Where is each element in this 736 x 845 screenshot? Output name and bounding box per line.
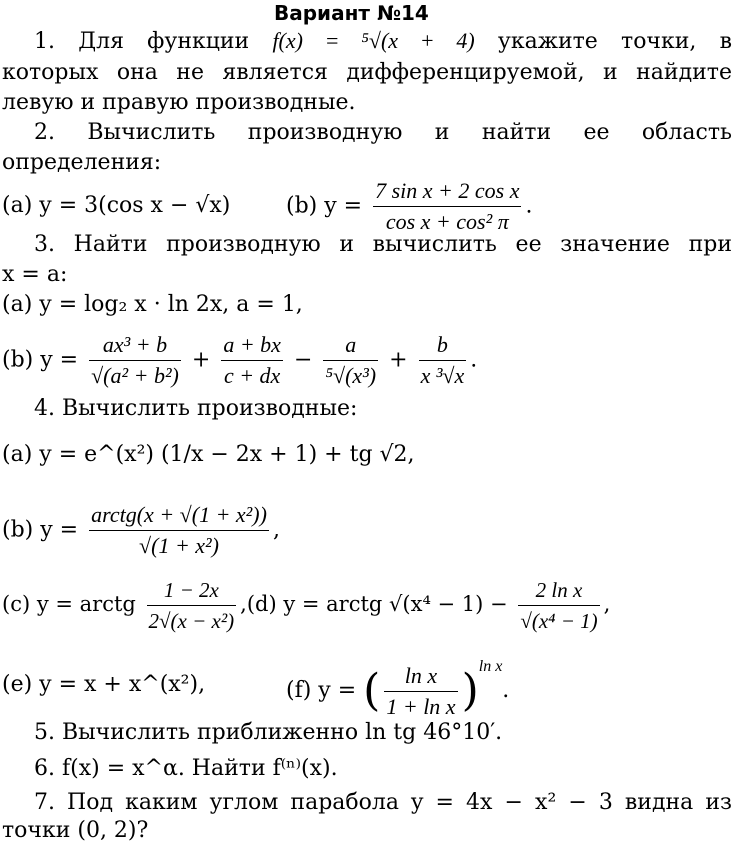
fraction-numerator: a + bx bbox=[221, 330, 283, 361]
left-paren: ( bbox=[363, 665, 381, 716]
fraction-denominator: x ³√x bbox=[420, 363, 465, 388]
problem-4-f bbox=[286, 652, 509, 722]
problem-3-b-end: . bbox=[470, 347, 478, 373]
problem-7-line-1: 7. Под каким углом парабола y = 4x − x² − 3 видна из bbox=[34, 790, 732, 815]
problem-4-f-end: . bbox=[502, 678, 510, 703]
problem-4-f-exponent: ln x bbox=[478, 658, 503, 675]
problem-4-c-d bbox=[2, 575, 610, 636]
problem-1-intro: 1. Для функции bbox=[34, 29, 250, 54]
fraction-numerator: 1 − 2x bbox=[147, 575, 237, 606]
fraction-numerator: b bbox=[419, 330, 467, 361]
problem-5: 5. Вычислить приближенно ln tg 46°10′. bbox=[34, 720, 503, 745]
problem-3-b-label: (b) y = bbox=[2, 347, 79, 373]
fraction-numerator: arctg(x + √(1 + x²)) bbox=[89, 500, 269, 531]
fraction-numerator: ln x bbox=[384, 661, 457, 692]
fraction-numerator: 7 sin x + 2 cos x bbox=[373, 176, 521, 207]
problem-6: 6. f(x) = x^α. Найти f⁽ⁿ⁾(x). bbox=[34, 756, 338, 781]
problem-2-a: (a) y = 3(cos x − √x) bbox=[2, 193, 231, 218]
problem-3-a: (a) y = log₂ x · ln 2x, a = 1, bbox=[2, 292, 303, 317]
problem-4-b bbox=[2, 500, 280, 561]
page-title: Вариант №14 bbox=[274, 1, 429, 25]
fraction-denominator: √(a² + b²) bbox=[91, 363, 179, 388]
problem-2-line-1: 2. Вычислить производную и найти ее область bbox=[34, 120, 732, 145]
problem-4-f-fraction bbox=[384, 661, 457, 722]
minus-sign: − bbox=[293, 347, 313, 373]
problem-4-b-label: (b) y = bbox=[2, 517, 79, 543]
plus-sign: + bbox=[191, 347, 211, 373]
problem-1-task: укажите точки, в bbox=[497, 29, 732, 54]
problem-4-line-1: 4. Вычислить производные: bbox=[34, 396, 358, 421]
problem-2-b bbox=[286, 176, 532, 237]
fraction-denominator: 1 + ln x bbox=[386, 693, 456, 719]
problem-2-b-fraction bbox=[373, 176, 521, 237]
problem-4-a: (a) y = e^(x²) (1/x − 2x + 1) + tg √2, bbox=[2, 442, 415, 467]
problem-1-line-1 bbox=[34, 28, 732, 55]
right-paren: ) bbox=[461, 665, 479, 716]
plus-sign: + bbox=[389, 347, 408, 373]
fraction-denominator: c + dx bbox=[223, 363, 281, 388]
problem-4-d-end: , bbox=[603, 592, 611, 616]
problem-4-e: (e) y = x + x^(x²), bbox=[2, 672, 206, 697]
problem-4-c-label: (c) y = arctg bbox=[2, 592, 136, 616]
problem-7-line-2: точки (0, 2)? bbox=[2, 818, 149, 843]
fraction-denominator: cos x + cos² π bbox=[385, 209, 509, 234]
problem-2-b-label: (b) y = bbox=[286, 193, 363, 219]
problem-3-b bbox=[2, 330, 477, 391]
problem-4-c-fraction bbox=[147, 575, 237, 636]
problem-4-f-label: (f) y = bbox=[286, 678, 357, 703]
problem-3-line-1: 3. Найти производную и вычислить ее значение при bbox=[34, 232, 732, 257]
problem-3-b-fraction-2 bbox=[221, 330, 283, 391]
problem-3-b-fraction-4 bbox=[419, 330, 467, 391]
problem-1-function: f(x) = ⁵√(x + 4) bbox=[272, 28, 475, 53]
problem-2-b-end: . bbox=[525, 193, 533, 219]
problem-4-b-fraction bbox=[89, 500, 269, 561]
problem-2-line-2: определения: bbox=[2, 150, 162, 175]
problem-3-b-fraction-1 bbox=[89, 330, 181, 391]
problem-4-d-fraction bbox=[518, 575, 599, 636]
fraction-denominator: √(1 + x²) bbox=[139, 533, 219, 558]
fraction-numerator: ax³ + b bbox=[89, 330, 181, 361]
problem-1-line-3: левую и правую производные. bbox=[2, 90, 356, 115]
fraction-numerator: a bbox=[323, 330, 378, 361]
fraction-numerator: 2 ln x bbox=[518, 575, 599, 606]
fraction-denominator: 2√(x − x²) bbox=[148, 609, 235, 633]
problem-3-line-2: x = a: bbox=[2, 262, 68, 287]
fraction-denominator: √(x⁴ − 1) bbox=[520, 609, 598, 633]
fraction-denominator: ⁵√(x³) bbox=[325, 363, 377, 388]
problem-3-b-fraction-3 bbox=[323, 330, 378, 391]
problem-4-d-label: ,(d) y = arctg √(x⁴ − 1) − bbox=[240, 592, 508, 616]
problem-1-line-2: которых она не является дифференцируемой, и найдите bbox=[2, 60, 732, 85]
problem-4-b-end: , bbox=[272, 517, 280, 543]
